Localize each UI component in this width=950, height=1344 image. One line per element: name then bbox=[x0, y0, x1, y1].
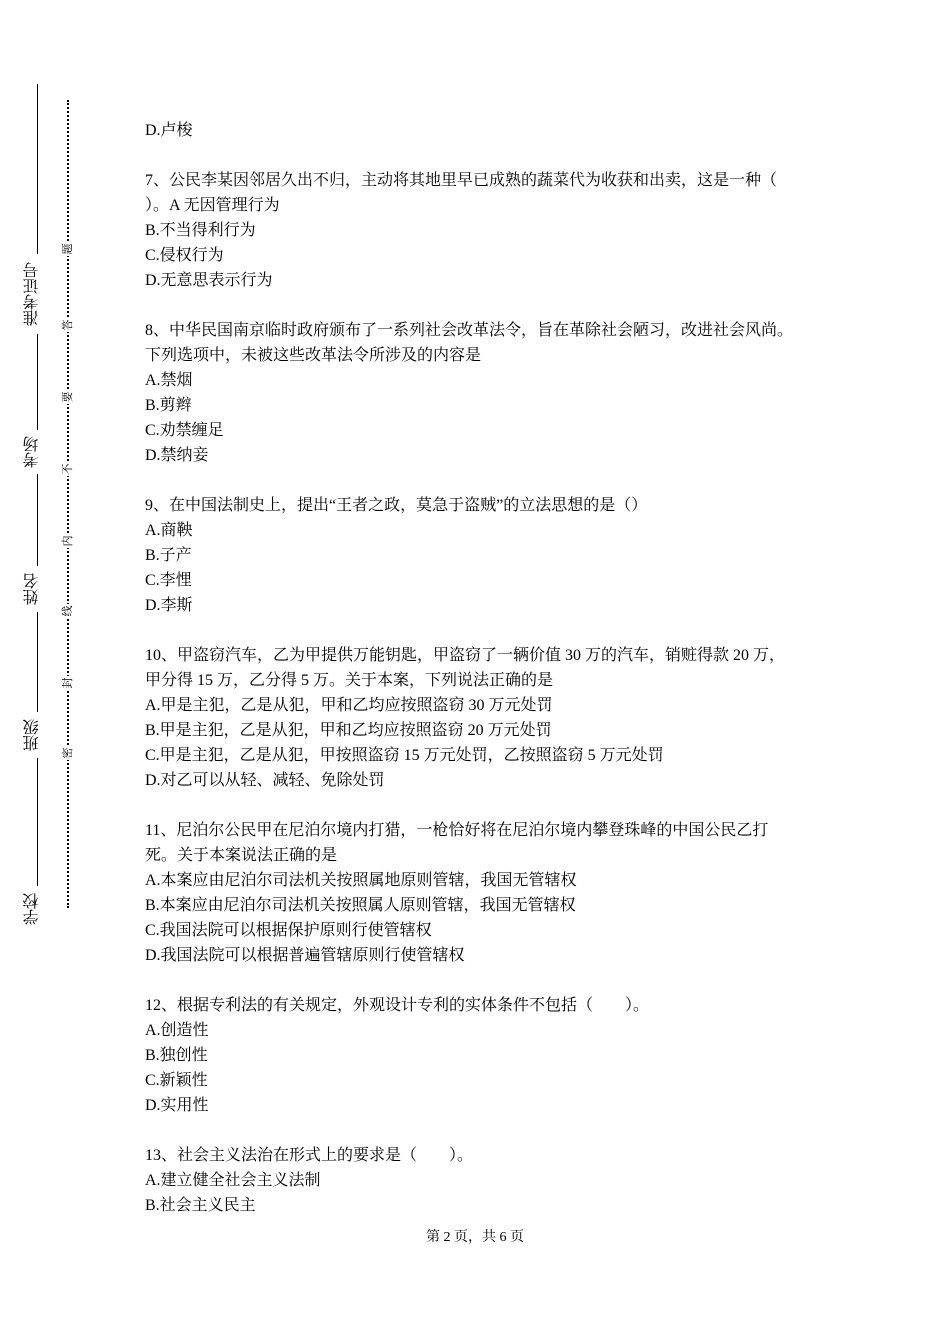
question-line: D.李斯 bbox=[145, 597, 193, 614]
question-line: B.社会主义民主 bbox=[145, 1197, 256, 1214]
question-block bbox=[145, 643, 825, 793]
seal-char: 题 bbox=[62, 243, 74, 255]
question-line: 13、社会主义法治在形式上的要求是（ ）。 bbox=[145, 1147, 474, 1164]
exam-room-underline bbox=[37, 334, 38, 430]
question-list bbox=[145, 118, 825, 1218]
class-label: 班级 bbox=[24, 719, 41, 751]
question-block bbox=[145, 993, 825, 1118]
question-line: B.子产 bbox=[145, 547, 192, 564]
question-line: 甲分得 15 万，乙分得 5 万。关于本案，下列说法正确的是 bbox=[145, 672, 554, 689]
name-label: 姓名 bbox=[24, 573, 41, 605]
question-line: A.商鞅 bbox=[145, 522, 193, 539]
question-line: C.劝禁缠足 bbox=[145, 422, 224, 439]
question-line: C.李悝 bbox=[145, 572, 192, 589]
question-line: D.卢梭 bbox=[145, 122, 193, 139]
name-underline bbox=[37, 474, 38, 566]
seal-char: 要 bbox=[62, 391, 74, 403]
question-line: B.独创性 bbox=[145, 1047, 208, 1064]
seal-char: 内 bbox=[62, 535, 74, 547]
question-line: A.甲是主犯，乙是从犯，甲和乙均应按照盗窃 30 万元处罚 bbox=[145, 697, 553, 714]
question-line: A.本案应由尼泊尔司法机关按照属地原则管辖，我国无管辖权 bbox=[145, 872, 577, 889]
school-label: 学校 bbox=[24, 893, 41, 925]
question-line: D.禁纳妾 bbox=[145, 447, 209, 464]
question-spacer bbox=[145, 968, 825, 993]
seal-char: 密 bbox=[62, 747, 74, 759]
question-line: 12、根据专利法的有关规定，外观设计专利的实体条件不包括（ ）。 bbox=[145, 997, 650, 1014]
question-spacer bbox=[145, 793, 825, 818]
seal-char: 不 bbox=[62, 463, 74, 475]
seal-char: 线 bbox=[62, 605, 74, 617]
question-block bbox=[145, 818, 825, 968]
question-block bbox=[145, 168, 825, 293]
school-underline bbox=[37, 758, 38, 886]
question-block bbox=[145, 118, 825, 143]
question-line: C.新颖性 bbox=[145, 1072, 208, 1089]
question-block bbox=[145, 493, 825, 618]
question-line: D.我国法院可以根据普遍管辖原则行使管辖权 bbox=[145, 947, 465, 964]
question-spacer bbox=[145, 1118, 825, 1143]
question-spacer bbox=[145, 293, 825, 318]
page-number: 第 2 页，共 6 页 bbox=[426, 1230, 524, 1245]
question-line: B.剪辫 bbox=[145, 397, 192, 414]
question-line: 9、在中国法制史上，提出“王者之政，莫急于盗贼”的立法思想的是（） bbox=[145, 497, 648, 514]
question-line: B.不当得利行为 bbox=[145, 222, 256, 239]
question-line: 11、尼泊尔公民甲在尼泊尔境内打猎，一枪恰好将在尼泊尔境内攀登珠峰的中国公民乙打 bbox=[145, 822, 769, 839]
question-line: D.实用性 bbox=[145, 1097, 209, 1114]
exam-room-label: 考场 bbox=[24, 436, 41, 468]
question-block bbox=[145, 1143, 825, 1218]
question-line: B.甲是主犯，乙是从犯，甲和乙均应按照盗窃 20 万元处罚 bbox=[145, 722, 552, 739]
question-spacer bbox=[145, 143, 825, 168]
question-line: 7、公民李某因邻居久出不归，主动将其地里早已成熟的蔬菜代为收获和出卖，这是一种（ bbox=[145, 172, 778, 189]
question-line: C.侵权行为 bbox=[145, 247, 224, 264]
question-line: 8、中华民国南京临时政府颁布了一系列社会改革法令，旨在革除社会陋习，改进社会风尚。 bbox=[145, 322, 794, 339]
question-line: C.甲是主犯，乙是从犯，甲按照盗窃 15 万元处罚，乙按照盗窃 5 万元处罚 bbox=[145, 747, 664, 764]
question-line: ）。A 无因管理行为 bbox=[145, 197, 280, 214]
question-spacer bbox=[145, 468, 825, 493]
question-line: D.无意思表示行为 bbox=[145, 272, 273, 289]
seal-dotted-line bbox=[67, 100, 69, 908]
question-line: B.本案应由尼泊尔司法机关按照属人原则管辖，我国无管辖权 bbox=[145, 897, 576, 914]
question-line: D.对乙可以从轻、减轻、免除处罚 bbox=[145, 772, 385, 789]
exam-number-underline bbox=[37, 84, 38, 254]
exam-number-label: 准考证号 bbox=[24, 262, 41, 326]
question-line: A.建立健全社会主义法制 bbox=[145, 1172, 321, 1189]
question-block bbox=[145, 318, 825, 468]
question-line: A.创造性 bbox=[145, 1022, 209, 1039]
question-line: A.禁烟 bbox=[145, 372, 193, 389]
question-line: 死。关于本案说法正确的是 bbox=[145, 847, 338, 864]
question-line: C.我国法院可以根据保护原则行使管辖权 bbox=[145, 922, 432, 939]
question-spacer bbox=[145, 618, 825, 643]
seal-char: 答 bbox=[62, 319, 74, 331]
question-line: 10、甲盗窃汽车，乙为甲提供万能钥匙，甲盗窃了一辆价值 30 万的汽车，销赃得款 20 万， bbox=[145, 647, 786, 664]
class-underline bbox=[37, 612, 38, 712]
seal-char: 封 bbox=[62, 677, 74, 689]
question-line: 下列选项中，未被这些改革法令所涉及的内容是 bbox=[145, 347, 482, 364]
